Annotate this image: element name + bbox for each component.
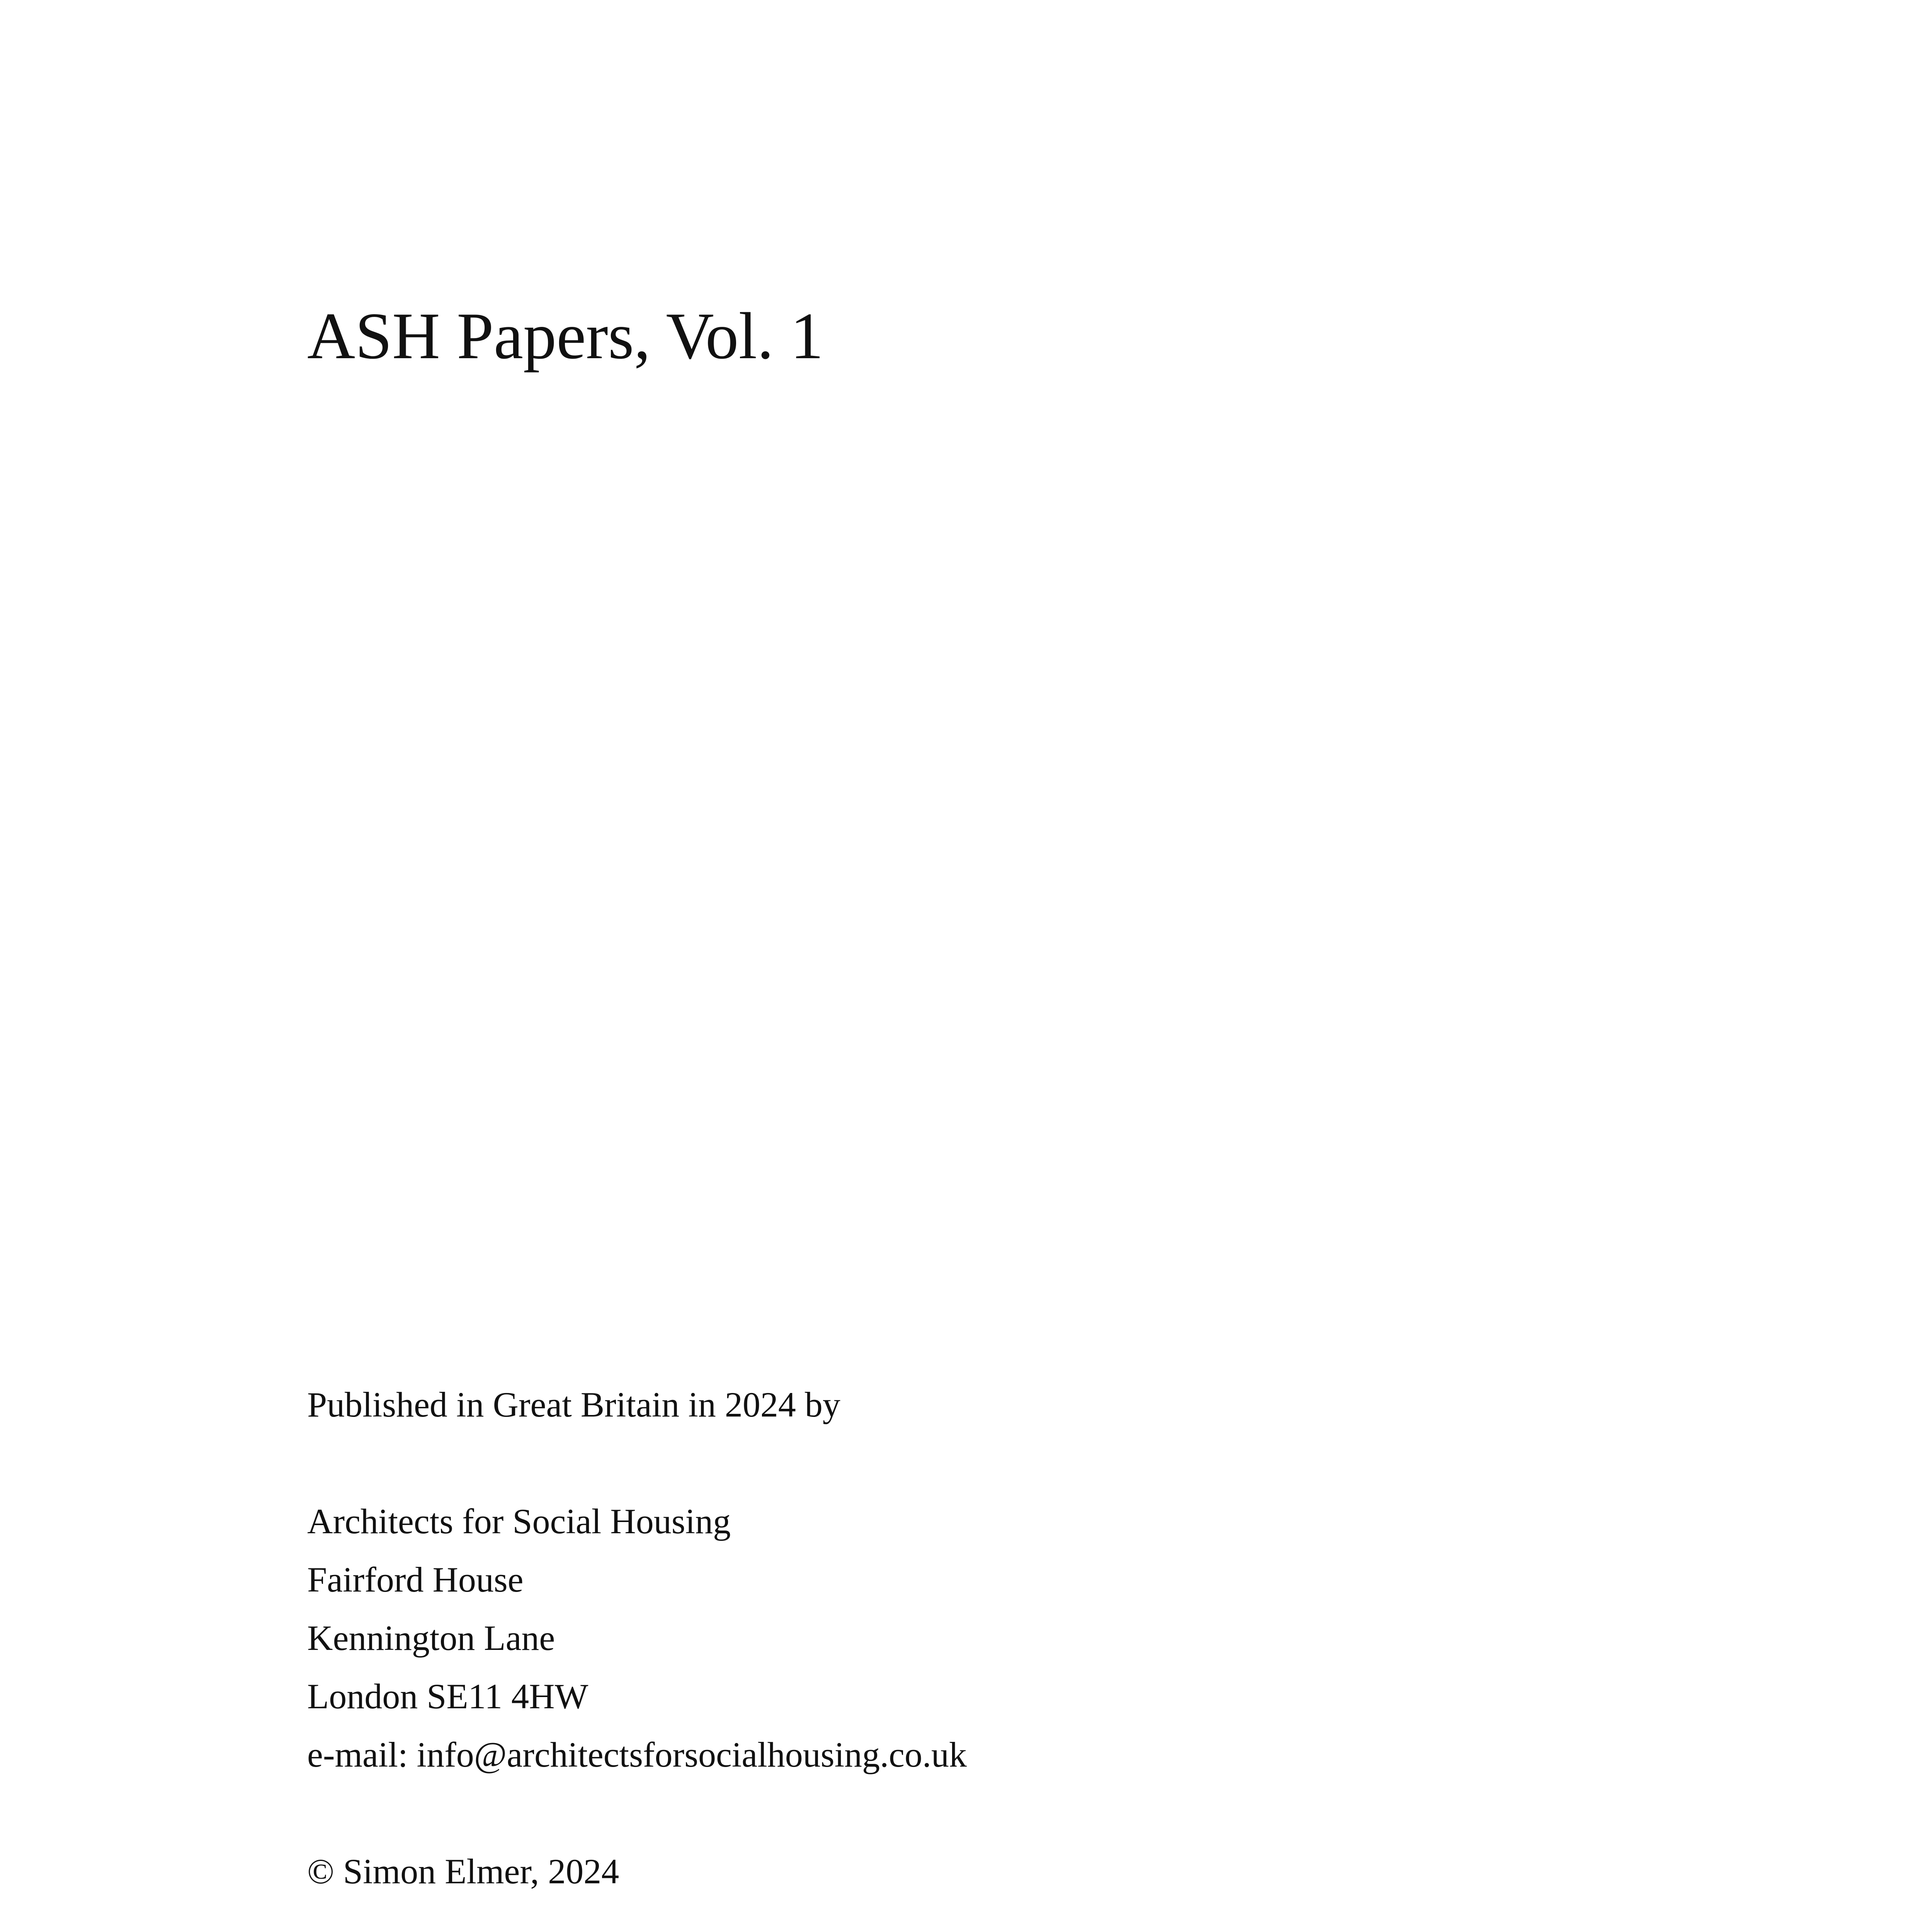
spacer <box>307 1434 1621 1492</box>
address-line-1: Fairford House <box>307 1560 524 1599</box>
imprint-block <box>307 1376 1621 1932</box>
spacer <box>307 1901 1621 1932</box>
publisher-email: e-mail: info@architectsforsocialhousing.co.uk <box>307 1735 967 1774</box>
publisher-name: Architects for Social Housing <box>307 1502 731 1541</box>
page-title: ASH Papers, Vol. 1 <box>307 299 824 373</box>
address-line-3: London SE11 4HW <box>307 1677 588 1716</box>
address-line-2: Kennington Lane <box>307 1618 555 1658</box>
copyright-notice: © Simon Elmer, 2024 <box>307 1852 619 1891</box>
spacer <box>307 1784 1621 1842</box>
publication-statement: Published in Great Britain in 2024 by <box>307 1385 840 1424</box>
